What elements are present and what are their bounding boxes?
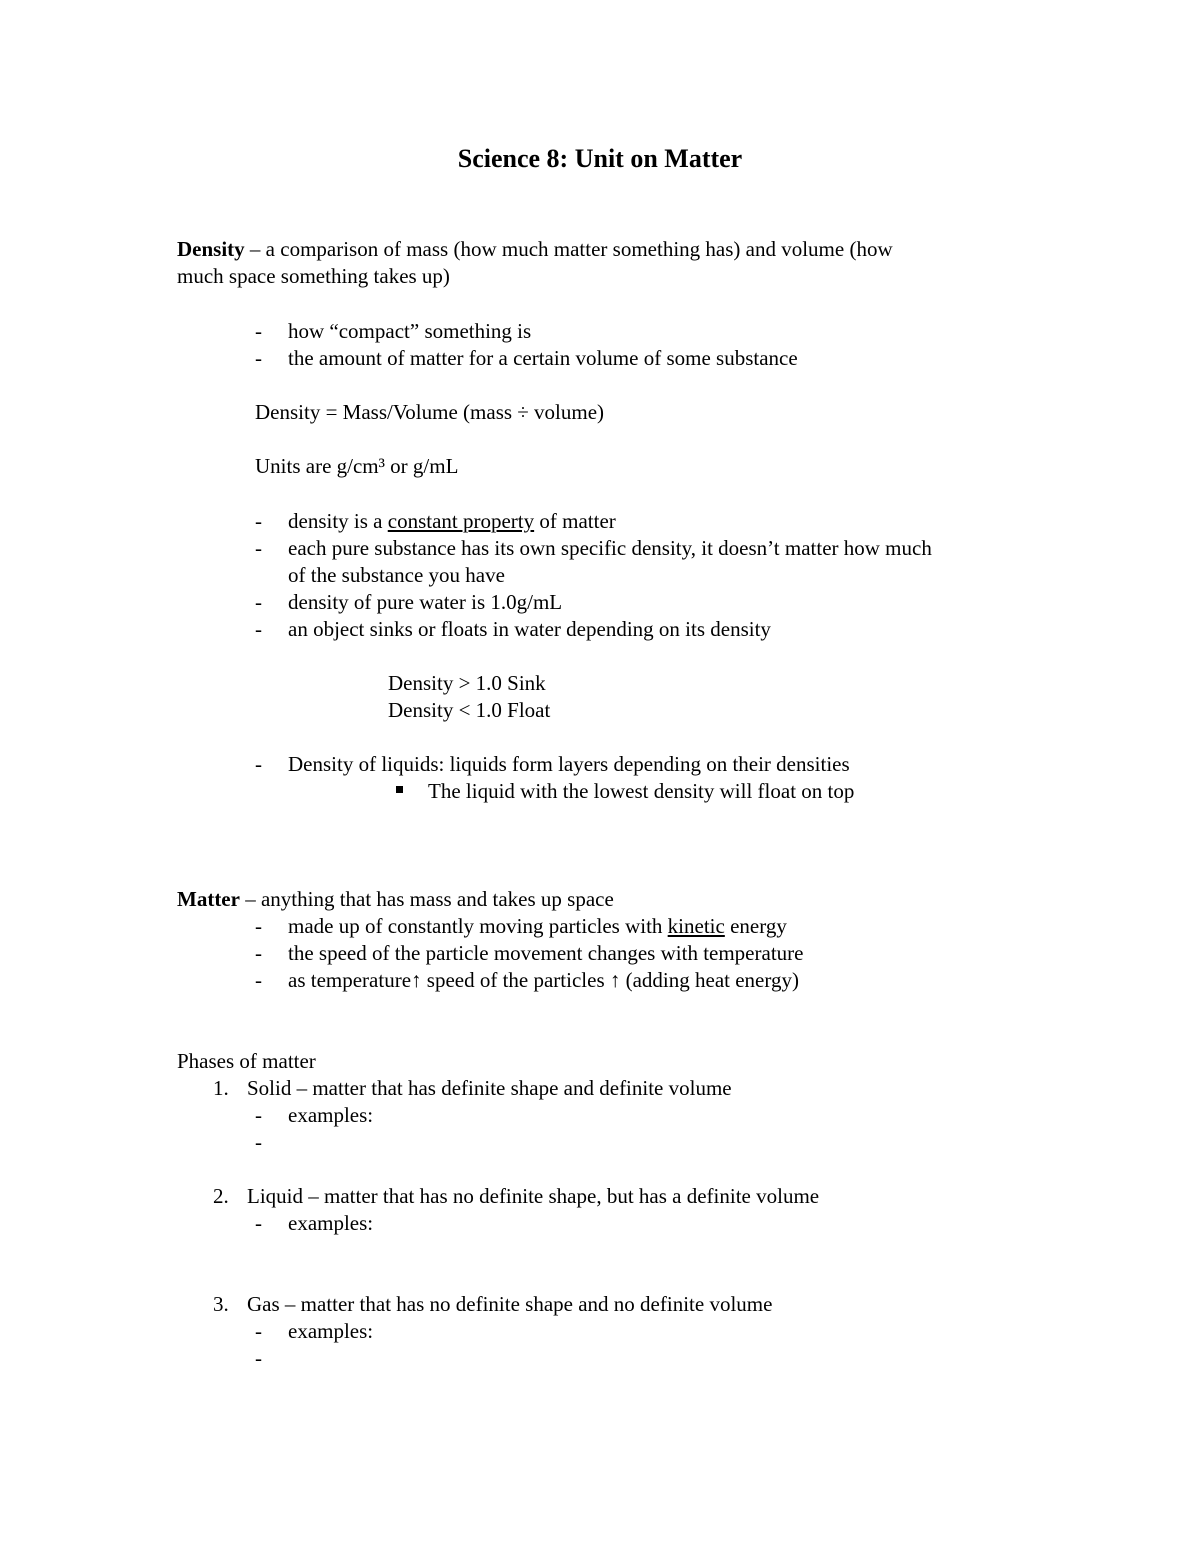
bullet-pure-substance-line1: each pure substance has its own specific density, it doesn’t matter how much bbox=[288, 536, 932, 560]
phase-number: 2. bbox=[213, 1184, 229, 1208]
bullet-liquid-layers: Density of liquids: liquids form layers depending on their densities bbox=[288, 752, 850, 776]
bullet-sink-float: an object sinks or floats in water depending on its density bbox=[288, 617, 771, 641]
bullet-compact: how “compact” something is bbox=[288, 319, 532, 343]
phase-solid: Solid – matter that has definite shape and definite volume bbox=[247, 1076, 732, 1100]
bullet-dash: - bbox=[255, 1130, 262, 1154]
density-definition-line1 bbox=[177, 236, 893, 263]
kinetic-term: kinetic bbox=[667, 914, 725, 938]
bullet-dash: - bbox=[255, 509, 262, 533]
matter-term: Matter bbox=[177, 887, 240, 911]
bullet-water-density: density of pure water is 1.0g/mL bbox=[288, 590, 563, 614]
phase-gas: Gas – matter that has no definite shape and no definite volume bbox=[247, 1292, 773, 1316]
matter-definition bbox=[177, 886, 614, 913]
solid-examples: examples: bbox=[288, 1103, 374, 1127]
bullet-constant-pre: density is a bbox=[288, 509, 388, 533]
constant-property-term: constant property bbox=[387, 509, 535, 533]
phase-liquid: Liquid – matter that has no definite shape, but has a definite volume bbox=[247, 1184, 820, 1208]
float-rule: Density < 1.0 Float bbox=[388, 698, 551, 722]
density-definition-text: – a comparison of mass (how much matter something has) and volume (how bbox=[244, 237, 893, 261]
bullet-pure-substance-line2: of the substance you have bbox=[288, 563, 505, 587]
phases-heading: Phases of matter bbox=[177, 1049, 316, 1073]
bullet-dash: - bbox=[255, 1211, 262, 1235]
page-title: Science 8: Unit on Matter bbox=[457, 144, 743, 173]
bullet-dash: - bbox=[255, 346, 262, 370]
bullet-dash: - bbox=[255, 914, 262, 938]
bullet-kinetic-post: energy bbox=[724, 914, 787, 938]
density-definition-line2: much space something takes up) bbox=[177, 264, 450, 288]
density-term: Density bbox=[177, 237, 245, 261]
bullet-kinetic-energy bbox=[288, 913, 787, 940]
bullet-dash: - bbox=[255, 1346, 262, 1370]
gas-examples: examples: bbox=[288, 1319, 374, 1343]
bullet-particle-speed: the speed of the particle movement changes with temperature bbox=[288, 941, 804, 965]
bullet-constant-post: of matter bbox=[534, 509, 616, 533]
bullet-temperature: as temperature↑ speed of the particles ↑ (adding heat energy) bbox=[288, 968, 799, 992]
bullet-constant-property bbox=[288, 508, 616, 535]
bullet-dash: - bbox=[255, 941, 262, 965]
bullet-kinetic-pre: made up of constantly moving particles with bbox=[288, 914, 668, 938]
bullet-dash: - bbox=[255, 590, 262, 614]
density-formula: Density = Mass/Volume (mass ÷ volume) bbox=[255, 400, 605, 424]
phase-number: 1. bbox=[213, 1076, 229, 1100]
bullet-amount: the amount of matter for a certain volume of some substance bbox=[288, 346, 798, 370]
bullet-dash: - bbox=[255, 536, 262, 560]
bullet-dash: - bbox=[255, 752, 262, 776]
square-bullet-icon bbox=[396, 786, 403, 793]
bullet-dash: - bbox=[255, 1319, 262, 1343]
phase-number: 3. bbox=[213, 1292, 229, 1316]
bullet-dash: - bbox=[255, 617, 262, 641]
bullet-dash: - bbox=[255, 1103, 262, 1127]
bullet-dash: - bbox=[255, 968, 262, 992]
sub-bullet-lowest-density: The liquid with the lowest density will float on top bbox=[428, 779, 855, 803]
density-units: Units are g/cm³ or g/mL bbox=[255, 454, 459, 478]
bullet-dash: - bbox=[255, 319, 262, 343]
matter-definition-text: – anything that has mass and takes up space bbox=[239, 887, 614, 911]
sink-rule: Density > 1.0 Sink bbox=[388, 671, 546, 695]
liquid-examples: examples: bbox=[288, 1211, 374, 1235]
